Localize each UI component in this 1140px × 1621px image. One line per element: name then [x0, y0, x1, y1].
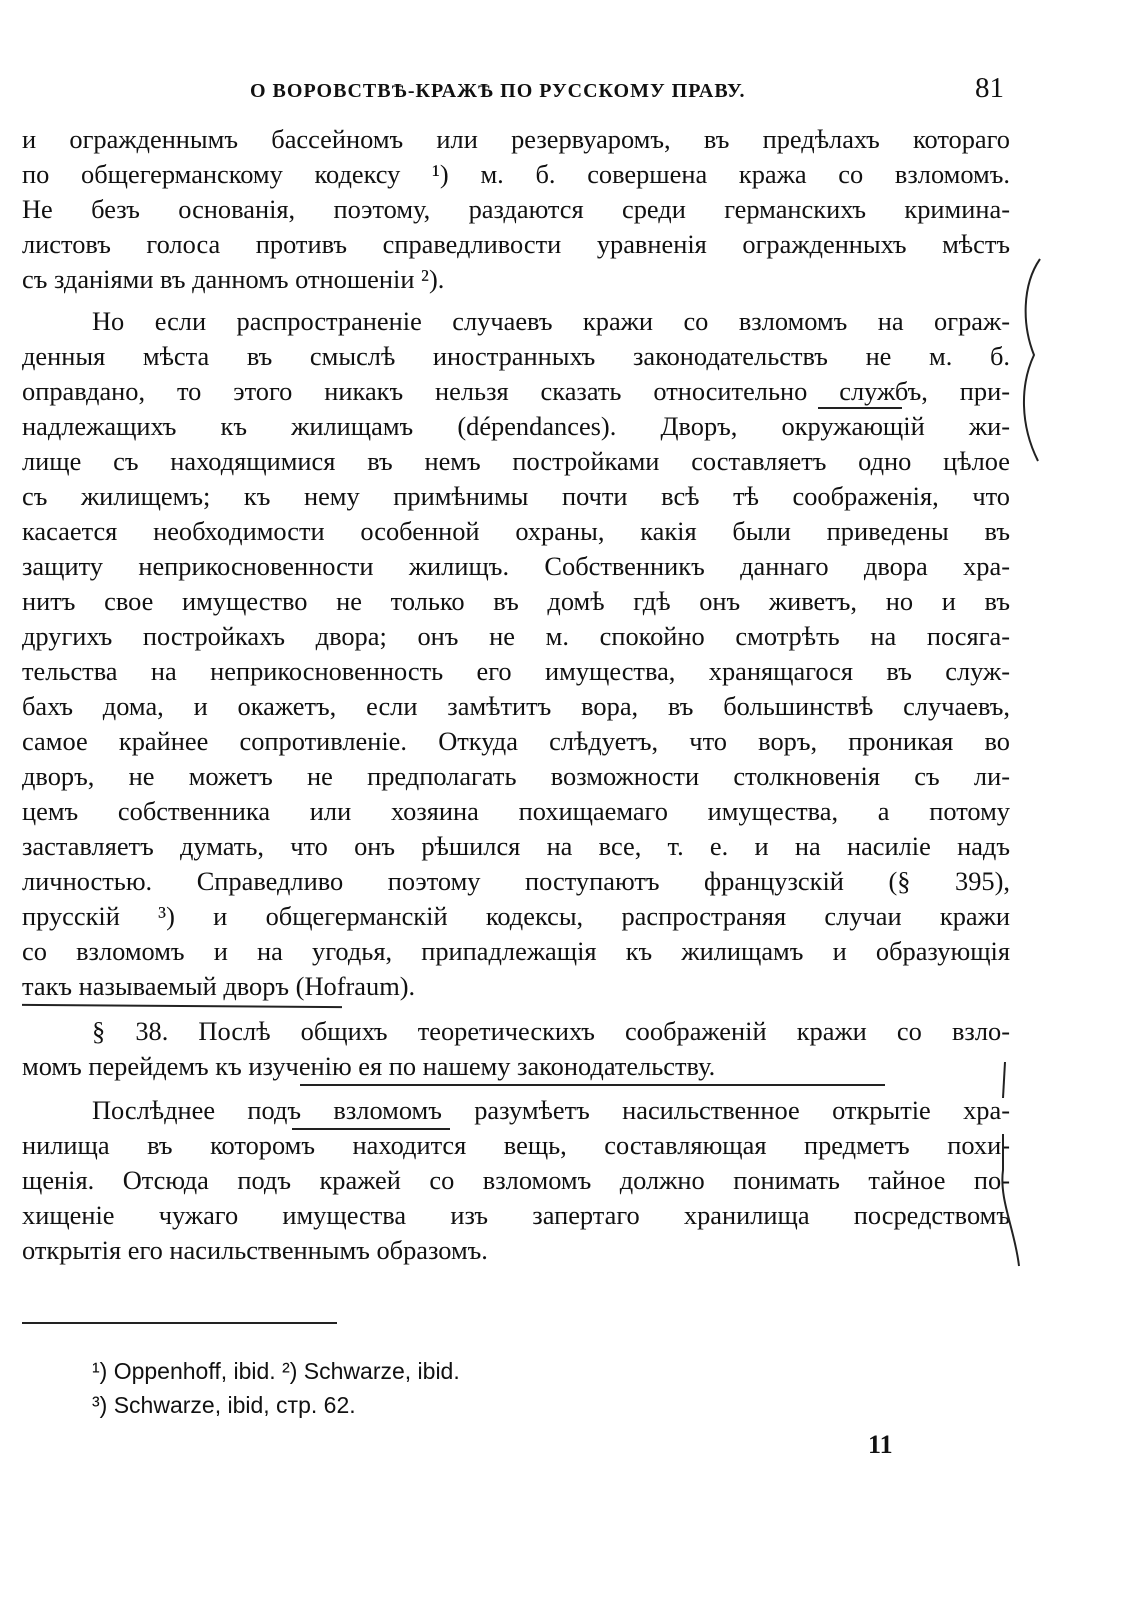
text-line: листовъ голоса противъ справедливости уравненія огражденныхъ мѣстъ — [22, 229, 1010, 259]
text-line: касается необходимости особенной охраны, какія были приведены въ — [22, 516, 1010, 546]
text-line: заставляетъ думать, что онъ рѣшился на все, т. е. и на насиліе надъ — [22, 831, 1010, 861]
text-line: хищеніе чужаго имущества изъ запертаго хранилища посредствомъ — [22, 1200, 1010, 1230]
text-line: другихъ постройкахъ двора; онъ не м. спокойно смотрѣть на посяга- — [22, 621, 1010, 651]
margin-bracket-mark — [995, 1130, 1035, 1270]
text-line: съ жилищемъ; къ нему примѣнимы почти всѣ тѣ соображенія, что — [22, 481, 1010, 511]
text-line: лище съ находящимися въ немъ постройками составляетъ одно цѣлое — [22, 446, 1010, 476]
text-line: нилища въ которомъ находится вещь, составляющая предметъ похи- — [22, 1130, 1010, 1160]
text-line: момъ перейдемъ къ изученію ея по нашему законодательству. — [22, 1051, 716, 1081]
margin-bracket-mark — [1012, 255, 1052, 465]
text-line: открытія его насильственнымъ образомъ. — [22, 1235, 488, 1265]
text-line: со взломомъ и на угодья, припадлежащія къ жилищамъ и образующія — [22, 936, 1010, 966]
text-line: щенія. Отсюда подъ кражей со взломомъ должно понимать тайное по- — [22, 1165, 1010, 1195]
margin-bracket-mark — [995, 1060, 1035, 1100]
text-line: и огражденнымъ бассейномъ или резервуаромъ, въ предѣлахъ котораго — [22, 124, 1010, 154]
text-line: нитъ свое имущество не только въ домѣ гдѣ онъ живетъ, но и въ — [22, 586, 1010, 616]
footnote: ¹) Oppenhoff, ibid. ²) Schwarze, ibid. — [92, 1358, 460, 1384]
text-line: Не безъ основанія, поэтому, раздаются среди германскихъ кримина- — [22, 194, 1010, 224]
signature-mark: 11 — [868, 1430, 893, 1459]
page-number: 81 — [975, 72, 1004, 104]
text-line: съ зданіями въ данномъ отношеніи ²). — [22, 264, 445, 294]
running-head-title: О ВОРОВСТВѢ-КРАЖѢ ПО РУССКОМУ ПРАВУ. — [250, 80, 746, 102]
footnote-rule — [22, 1322, 337, 1324]
pencil-underline — [818, 407, 902, 409]
pencil-underline — [300, 1084, 885, 1086]
text-line: надлежащихъ къ жилищамъ (dépendances). Дворъ, окружающій жи- — [22, 411, 1010, 441]
text-line: тельства на неприкосновенность его имущества, хранящагося въ служ- — [22, 656, 1010, 686]
text-line: дворъ, не можетъ не предполагать возможности столкновенія съ ли- — [22, 761, 1010, 791]
text-line: прусскій ³) и общегерманскій кодексы, распространяя случаи кражи — [22, 901, 1010, 931]
footnote: ³) Schwarze, ibid, стр. 62. — [92, 1392, 356, 1418]
text-line: по общегерманскому кодексу ¹) м. б. совершена кража со взломомъ. — [22, 159, 1010, 189]
text-line: защиту неприкосновенности жилищъ. Собственникъ даннаго двора хра- — [22, 551, 1010, 581]
text-line: денныя мѣста въ смыслѣ иностранныхъ законодательствъ не м. б. — [22, 341, 1010, 371]
pencil-underline — [292, 1128, 450, 1130]
text-line: Послѣднее подъ взломомъ разумѣетъ насильственное открытіе хра- — [92, 1095, 1010, 1125]
running-head — [0, 70, 1140, 110]
text-line: цемъ собственника или хозяина похищаемаго имущества, а потому — [22, 796, 1010, 826]
text-line: самое крайнее сопротивленіе. Откуда слѣдуетъ, что воръ, проникая во — [22, 726, 1010, 756]
text-line: бахъ дома, и окажетъ, если замѣтитъ вора, въ большинствѣ случаевъ, — [22, 691, 1010, 721]
text-line: такъ называемый дворъ (Hofraum). — [22, 971, 416, 1001]
text-line: оправдано, то этого никакъ нельзя сказать относительно службъ, при- — [22, 376, 1010, 406]
text-line: Но если распространеніе случаевъ кражи со взломомъ на ограж- — [92, 306, 1010, 336]
text-line: § 38. Послѣ общихъ теоретическихъ соображеній кражи со взло- — [92, 1016, 1010, 1046]
text-line: личностью. Справедливо поэтому поступаютъ французскій (§ 395), — [22, 866, 1010, 896]
pencil-underline — [22, 1004, 342, 1008]
